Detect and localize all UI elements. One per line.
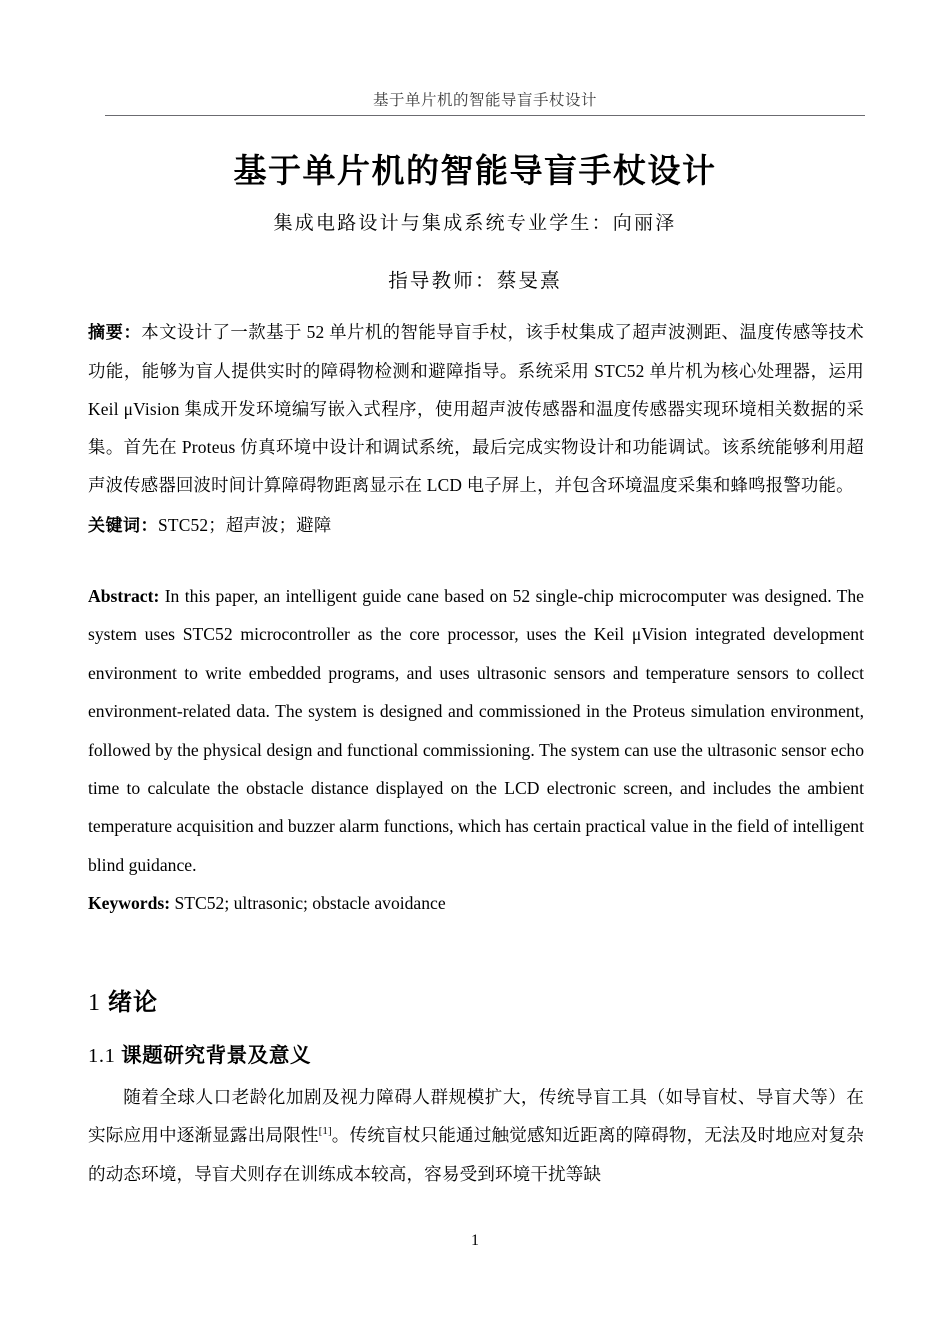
chinese-abstract-paragraph	[88, 313, 864, 504]
chinese-abstract-label: 摘要：	[88, 323, 142, 343]
chinese-keywords-text: STC52；超声波；避障	[158, 515, 332, 535]
english-abstract-text: In this paper, an intelligent guide cane based on 52 single-chip microcomputer was designed. The system uses STC52 microcontroller as the core processor, uses the Keil μVision integrated development environment to write embedded programs, and uses ultrasonic sensors and temperature sensors to collect environment-related data. The system is designed and commissioned in the Proteus simulation environment, followed by the physical design and functional commissioning. The system can use the ultrasonic sensor echo time to calculate the obstacle distance displayed on the LCD electronic screen, and includes the ambient temperature acquisition and buzzer alarm functions, which has certain practical value in the field of intelligent blind guidance.	[88, 586, 864, 875]
chinese-keywords-line	[88, 506, 864, 545]
chinese-abstract-block	[88, 313, 864, 545]
english-keywords-text: STC52; ultrasonic; obstacle avoidance	[170, 893, 446, 914]
advisor-line: 指导教师：蔡旻熹	[388, 271, 562, 292]
body-paragraph	[88, 1078, 864, 1193]
heading-section-1-1-title: 课题研究背景及意义	[121, 1043, 312, 1067]
english-abstract-block	[88, 577, 864, 923]
page-title: 基于单片机的智能导盲手杖设计	[233, 151, 717, 191]
heading-section-1-1	[88, 1038, 311, 1068]
chinese-keywords-label: 关键词：	[88, 516, 158, 536]
heading-section-1	[88, 982, 158, 1017]
citation-reference: [1]	[318, 1125, 332, 1138]
english-keywords-label: Keywords:	[88, 893, 171, 914]
heading-section-1-title: 绪论	[108, 988, 158, 1016]
english-abstract-label: Abstract:	[88, 586, 160, 606]
page-number: 1	[471, 1232, 479, 1249]
body-paragraph-part1: 随着全球人口老龄化加剧及视力障碍人群规模扩大，传统导盲工具（如导盲杖、导盲犬等）在实际应用中逐渐显露出局限性	[88, 1087, 864, 1146]
author-line: 集成电路设计与集成系统专业学生：向丽泽	[273, 213, 677, 234]
heading-section-1-1-number: 1.1	[88, 1045, 116, 1067]
header-divider-rule	[105, 115, 865, 116]
english-abstract-paragraph	[88, 577, 864, 884]
english-keywords-line	[88, 884, 864, 922]
running-header: 基于单片机的智能导盲手杖设计	[372, 92, 597, 109]
heading-section-1-number: 1	[88, 990, 101, 1016]
body-paragraph-part2: 。传统盲杖只能通过触觉感知近距离的障碍物，无法及时地应对复杂的动态环境，导盲犬则存在训练成本较高，容易受到环境干扰等缺	[88, 1125, 864, 1184]
chinese-abstract-text: 本文设计了一款基于 52 单片机的智能导盲手杖，该手杖集成了超声波测距、温度传感等技术功能，能够为盲人提供实时的障碍物检测和避障指导。系统采用 STC52 单片机为核心处理器，运用 Keil μVision 集成开发环境编写嵌入式程序，使用超声波传感器和温度传感器实现环境相关数据的采集。首先在 Proteus 仿真环境中设计和调试系统，最后完成实物设计和功能调试。该系统能够利用超声波传感器回波时间计算障碍物距离显示在 LCD 电子屏上，并包含环境温度采集和蜂鸣报警功能。	[88, 322, 864, 495]
body-content-block	[88, 1078, 864, 1193]
